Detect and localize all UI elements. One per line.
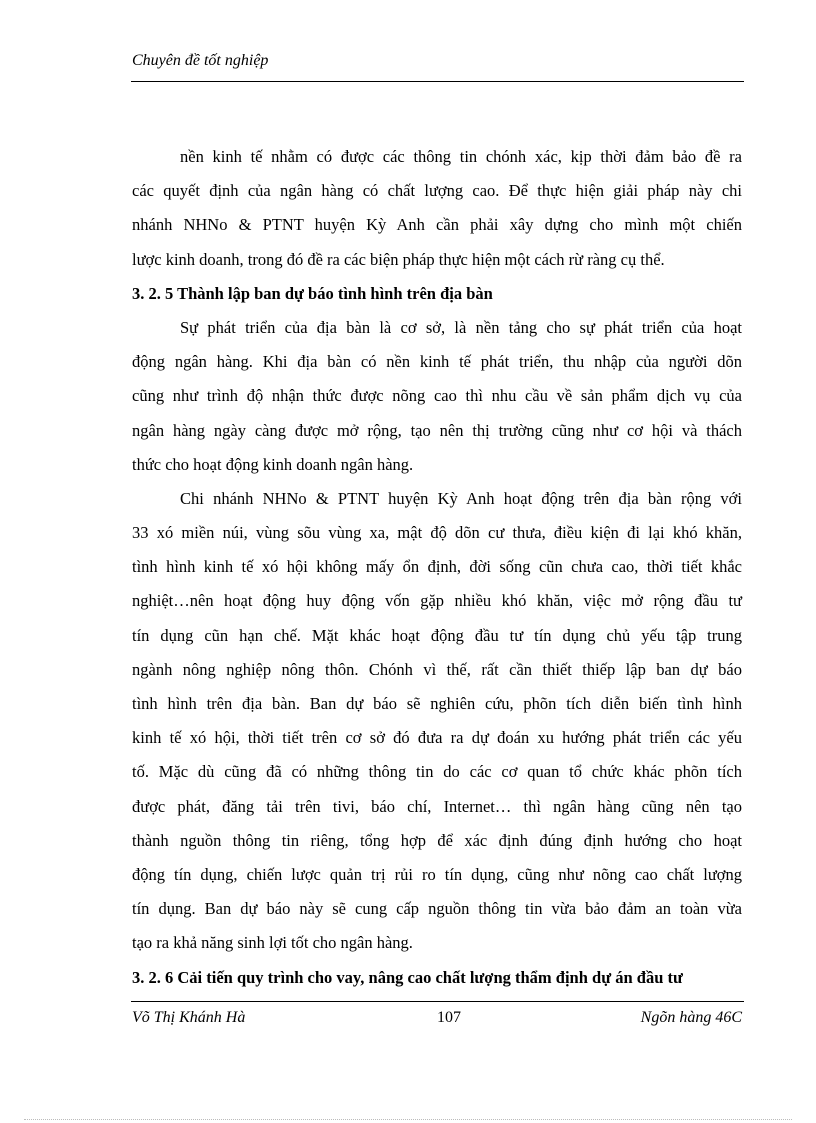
paragraph-line: tạo ra khả năng sinh lợi tốt cho ngân hàng.	[132, 933, 413, 953]
paragraph-line: Sự phát triển của địa bàn là cơ sở, là nền tảng cho sự phát triển của hoạt	[180, 317, 742, 337]
page-header-title: Chuyên đề tốt nghiệp	[132, 52, 269, 69]
page-number: 107	[437, 1009, 461, 1026]
paragraph-line: kinh tế xó hội, thời tiết trên cơ sở đó đưa ra dự đoán xu hướng phát triển các yếu	[132, 728, 742, 748]
paragraph-line: tố. Mặc dù cũng đã có những thông tin do các cơ quan tổ chức khác phõn tích	[132, 762, 742, 782]
paragraph-line: động ngân hàng. Khi địa bàn có nền kinh tế phát triển, thu nhập của người dõn	[132, 352, 742, 372]
page-bottom-dotted-border	[24, 1119, 792, 1120]
paragraph-line: tình hình kinh tế xó hội không mấy ổn định, đời sống cũn chưa cao, thời tiết khắc	[132, 557, 742, 577]
body-text	[132, 140, 742, 995]
paragraph-line: Chi nhánh NHNo & PTNT huyện Kỳ Anh hoạt động trên địa bàn rộng với	[180, 488, 742, 508]
paragraph-line: nhánh NHNo & PTNT huyện Kỳ Anh cần phải xây dựng cho mình một chiến	[132, 215, 742, 235]
paragraph-line: nền kinh tế nhằm có được các thông tin chónh xác, kịp thời đảm bảo đề ra	[180, 147, 742, 166]
footer-department: Ngõn hàng 46C	[640, 1009, 742, 1026]
paragraph-line: 33 xó miền núi, vùng sõu vùng xa, mật độ dõn cư thưa, điều kiện đi lại khó khăn,	[132, 523, 742, 543]
paragraph-line: thành nguồn thông tin riêng, tổng hợp để xác định đúng định hướng cho hoạt	[132, 830, 742, 850]
paragraph-line: tình hình trên địa bàn. Ban dự báo sẽ nghiên cứu, phõn tích diễn biến tình hình	[132, 694, 742, 713]
page-footer	[132, 1009, 742, 1031]
paragraph-line: ngân hàng ngày càng được mở rộng, tạo nên thị trường cũng như cơ hội và thách	[132, 420, 742, 440]
paragraph-line: tín dụng. Ban dự báo này sẽ cung cấp nguồn thông tin vừa bảo đảm an toàn vừa	[132, 899, 742, 919]
paragraph-line: ngành nông nghiệp nông thôn. Chónh vì thế, rất cần thiết thiếp lập ban dự báo	[132, 659, 742, 679]
header-rule	[131, 81, 744, 82]
section-heading: 3. 2. 5 Thành lập ban dự báo tình hình trên địa bàn	[132, 283, 493, 303]
footer-rule	[131, 1001, 744, 1002]
footer-author: Võ Thị Khánh Hà	[132, 1009, 246, 1026]
paragraph-line: các quyết định của ngân hàng có chất lượng cao. Để thực hiện giải pháp này chi	[132, 181, 742, 201]
paragraph-line: nghiệt…nên hoạt động huy động vốn gặp nhiều khó khăn, việc mở rộng đầu tư	[132, 591, 742, 611]
paragraph-line: động tín dụng, chiến lược quản trị rủi ro tín dụng, cũng như nõng cao chất lượng	[132, 864, 742, 884]
section-heading: 3. 2. 6 Cải tiến quy trình cho vay, nâng cao chất lượng thẩm định dự án đầu tư	[132, 967, 683, 987]
paragraph-line: tín dụng cũn hạn chế. Mặt khác hoạt động đầu tư tín dụng chủ yếu tập trung	[132, 625, 742, 645]
paragraph-line: lược kinh doanh, trong đó đề ra các biện pháp thực hiện một cách rừ ràng cụ thể.	[132, 249, 665, 269]
paragraph-line: cũng như trình độ nhận thức được nõng cao thì nhu cầu về sản phẩm dịch vụ của	[132, 386, 742, 406]
paragraph-line: thức cho hoạt động kinh doanh ngân hàng.	[132, 454, 414, 474]
paragraph-line: được phát, đăng tải trên tivi, báo chí, Internet… thì ngân hàng cũng nên tạo	[132, 796, 742, 816]
